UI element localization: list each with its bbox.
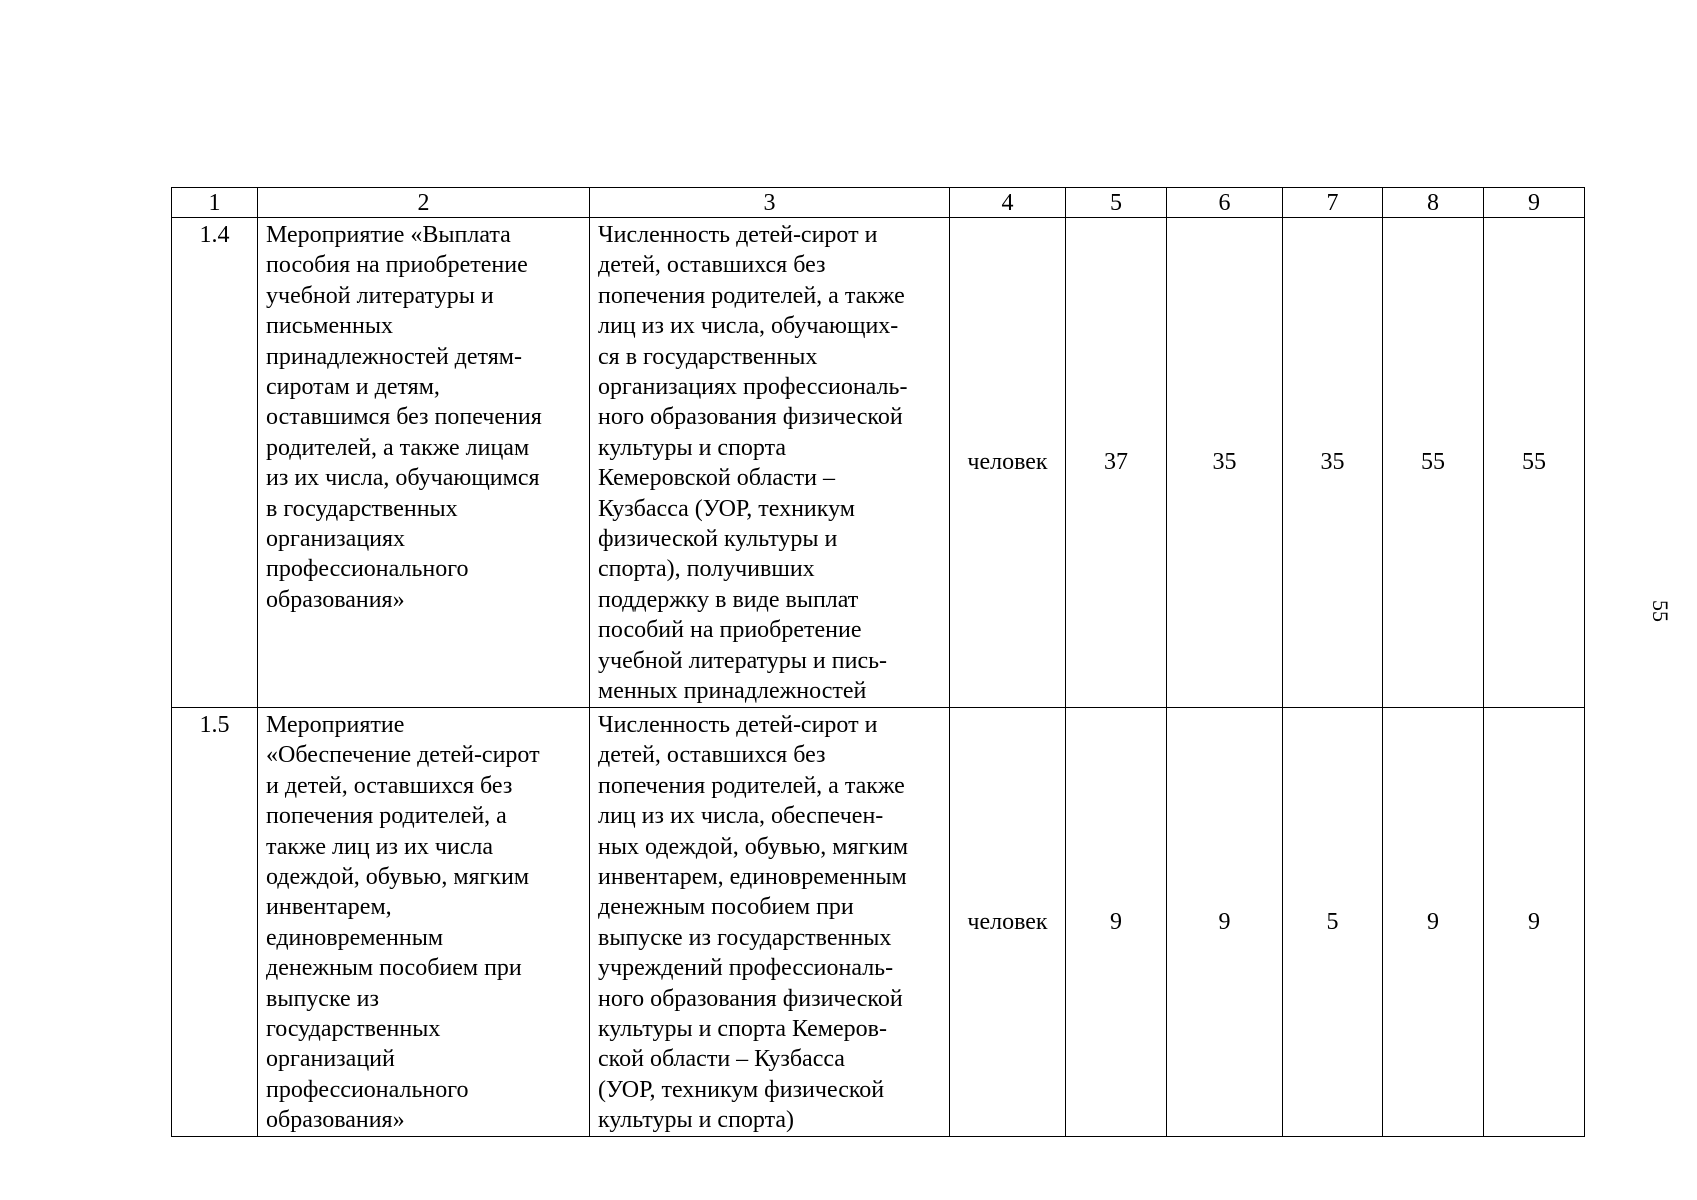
measure-line: организациях (266, 526, 406, 553)
indicator-line: Численность детей-сирот и (598, 222, 878, 248)
column-number-cell: 4 (950, 188, 1066, 218)
value-cell: 35 (1283, 218, 1383, 708)
measure-line: оставшимся без попечения (266, 404, 542, 431)
value-cell: 9 (1167, 708, 1283, 1137)
measure-line: государственных (266, 1016, 441, 1043)
measure-line: организаций (266, 1046, 395, 1073)
indicator-line: поддержку в виде выплат (598, 586, 859, 613)
measure-line: в государственных (266, 495, 458, 522)
indicator-line: лиц из их числа, обучающих- (598, 313, 899, 340)
indicator-line: учреждений профессиональ- (598, 955, 894, 982)
indicator-line: культуры и спорта Кемеров- (598, 1016, 887, 1043)
indicator-line: выпуске из государственных (598, 924, 892, 951)
measure-line: одеждой, обувью, мягким (266, 864, 530, 891)
column-number-cell: 2 (258, 188, 590, 218)
indicator-line: ного образования физической (598, 985, 903, 1012)
indicator-line: культуры и спорта) (598, 1107, 795, 1134)
column-number-cell: 3 (590, 188, 950, 218)
measure-cell (258, 708, 590, 1137)
indicator-line: ных одеждой, обувью, мягким (598, 833, 909, 860)
column-number-cell: 6 (1167, 188, 1283, 218)
indicator-line: организациях профессиональ- (598, 374, 908, 401)
indicator-line: пособий на приобретение (598, 617, 862, 644)
indicator-line: детей, оставшихся без (598, 252, 826, 279)
indicator-line: ся в государственных (598, 343, 818, 370)
indicator-line: учебной литературы и пись- (598, 647, 888, 674)
indicator-line: попечения родителей, а также (598, 772, 905, 799)
measure-line: попечения родителей, а (266, 803, 507, 830)
measure-line: и детей, оставшихся без (266, 772, 513, 799)
column-number-cell: 5 (1066, 188, 1167, 218)
measure-line: профессионального (266, 1076, 469, 1103)
indicator-line: попечения родителей, а также (598, 282, 905, 309)
measure-cell (258, 218, 590, 708)
measure-line: «Обеспечение детей-сирот (266, 742, 540, 769)
row-number-cell: 1.4 (172, 218, 258, 708)
column-number-cell: 7 (1283, 188, 1383, 218)
measure-line: образования» (266, 1107, 405, 1134)
measure-line: родителей, а также лицам (266, 434, 530, 461)
measure-line: из их числа, обучающимся (266, 465, 540, 492)
value-cell: 9 (1383, 708, 1484, 1137)
value-cell: 35 (1167, 218, 1283, 708)
measure-line: принадлежностей детям- (266, 343, 522, 370)
measure-line: Мероприятие «Выплата (266, 222, 511, 248)
indicator-cell (590, 708, 950, 1137)
indicator-line: Кузбасса (УОР, техникум (598, 495, 855, 522)
unit-cell: человек (950, 218, 1066, 708)
indicator-line: ской области – Кузбасса (598, 1046, 845, 1073)
column-number-cell: 9 (1484, 188, 1585, 218)
indicator-line: ного образования физической (598, 404, 903, 431)
value-cell: 37 (1066, 218, 1167, 708)
measure-line: письменных (266, 313, 393, 340)
value-cell: 55 (1484, 218, 1585, 708)
value-cell: 9 (1066, 708, 1167, 1137)
unit-cell: человек (950, 708, 1066, 1137)
indicator-line: культуры и спорта (598, 434, 787, 461)
measure-line: инвентарем, (266, 894, 392, 921)
table-row (172, 708, 1585, 1137)
indicators-table (171, 187, 1585, 1137)
measure-line: единовременным (266, 924, 444, 951)
indicator-cell (590, 218, 950, 708)
column-number-row (172, 188, 1585, 218)
column-number-cell: 8 (1383, 188, 1484, 218)
measure-line: Мероприятие (266, 712, 405, 738)
indicator-line: инвентарем, единовременным (598, 864, 907, 891)
indicator-line: (УОР, техникум физической (598, 1076, 885, 1103)
measure-line: денежным пособием при (266, 955, 522, 982)
indicator-line: физической культуры и (598, 526, 838, 553)
indicator-line: Кемеровской области – (598, 465, 835, 492)
measure-line: образования» (266, 586, 405, 613)
indicator-line: лиц из их числа, обеспечен- (598, 803, 884, 830)
measure-line: пособия на приобретение (266, 252, 528, 279)
indicator-line: менных принадлежностей (598, 678, 867, 705)
value-cell: 55 (1383, 218, 1484, 708)
row-number-cell: 1.5 (172, 708, 258, 1137)
page-number: 55 (1648, 600, 1673, 622)
measure-line: профессионального (266, 556, 469, 583)
measure-line: также лиц из их числа (266, 833, 494, 860)
column-number-cell: 1 (172, 188, 258, 218)
table-row (172, 218, 1585, 708)
indicator-line: детей, оставшихся без (598, 742, 826, 769)
indicator-line: спорта), получивших (598, 556, 815, 583)
value-cell: 5 (1283, 708, 1383, 1137)
measure-line: сиротам и детям, (266, 374, 440, 401)
indicator-line: денежным пособием при (598, 894, 854, 921)
measure-line: учебной литературы и (266, 282, 494, 309)
value-cell: 9 (1484, 708, 1585, 1137)
measure-line: выпуске из (266, 985, 379, 1012)
indicator-line: Численность детей-сирот и (598, 712, 878, 738)
